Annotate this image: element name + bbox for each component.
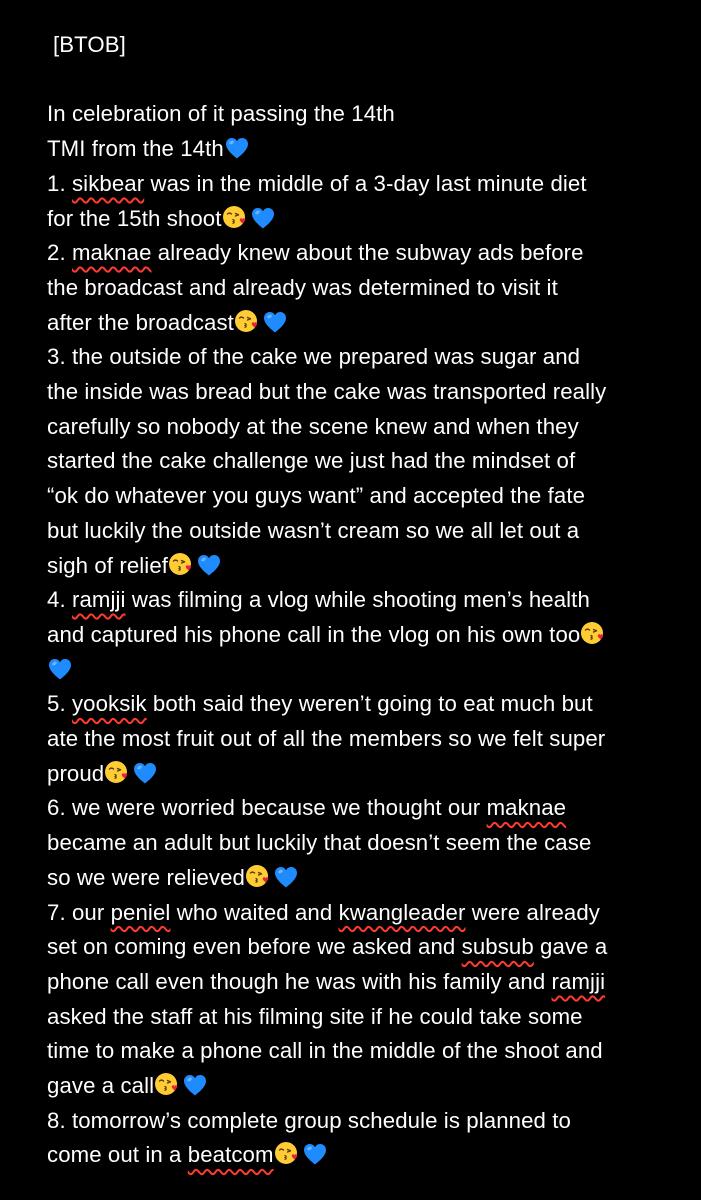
tmi-item-line: come out in a beatcom: [47, 1138, 687, 1173]
tmi-item-line: [47, 653, 687, 688]
spellcheck-word[interactable]: peniel: [110, 899, 171, 925]
blue-heart-icon: [132, 761, 158, 785]
tmi-item-line: 5. yooksik both said they weren’t going to eat much but: [47, 691, 593, 717]
kissing-face-icon: [154, 1071, 180, 1097]
blue-heart-icon: [250, 206, 276, 230]
notes-text-body[interactable]: [47, 28, 687, 1173]
blank-line: [47, 63, 687, 98]
kissing-face-icon: [274, 1140, 300, 1166]
tmi-item-line: time to make a phone call in the middle of the shoot and: [47, 1038, 603, 1064]
kissing-face-icon: [104, 759, 130, 785]
blue-heart-icon: [224, 136, 250, 160]
blue-heart-icon: [302, 1142, 328, 1166]
tmi-item-line: the broadcast and already was determined to visit it: [47, 274, 558, 300]
tmi-item-line: 2. maknae already knew about the subway ads before: [47, 240, 584, 266]
tmi-item-line: for the 15th shoot: [47, 202, 687, 237]
tmi-item-line: “ok do whatever you guys want” and accepted the fate: [47, 483, 586, 509]
spellcheck-word[interactable]: beatcom: [187, 1142, 274, 1168]
intro-line: TMI from the 14th: [47, 132, 687, 167]
spellcheck-word[interactable]: ramjji: [71, 587, 126, 613]
tmi-item-line: set on coming even before we asked and subsub gave a: [47, 934, 608, 960]
tmi-item-line: carefully so nobody at the scene knew and when they: [47, 413, 579, 439]
spellcheck-word[interactable]: maknae: [71, 240, 152, 266]
tmi-item-line: but luckily the outside wasn’t cream so we all let out a: [47, 517, 580, 543]
tmi-item-line: gave a call: [47, 1069, 687, 1104]
tmi-item-line: 7. our peniel who waited and kwangleader were already: [47, 899, 600, 925]
tmi-item-line: started the cake challenge we just had the mindset of: [47, 448, 576, 474]
kissing-face-icon: [580, 620, 606, 646]
blue-heart-icon: [47, 657, 73, 681]
intro-line: In celebration of it passing the 14th: [47, 101, 395, 127]
kissing-face-icon: [222, 204, 248, 230]
spellcheck-word[interactable]: sikbear: [71, 170, 145, 196]
tmi-item-line: 4. ramjji was filming a vlog while shooting men’s health: [47, 587, 590, 613]
tmi-item-line: the inside was bread but the cake was transported really: [47, 379, 607, 405]
tmi-item-line: 8. tomorrow’s complete group schedule is planned to: [47, 1107, 571, 1133]
tmi-item-line: asked the staff at his filming site if he could take some: [47, 1003, 583, 1029]
tmi-item-line: ate the most fruit out of all the members so we felt super: [47, 726, 606, 752]
blue-heart-icon: [262, 310, 288, 334]
kissing-face-icon: [245, 863, 271, 889]
spellcheck-word[interactable]: yooksik: [71, 691, 147, 717]
tmi-item-line: became an adult but luckily that doesn’t seem the case: [47, 830, 592, 856]
kissing-face-icon: [234, 308, 260, 334]
tmi-item-line: sigh of relief: [47, 549, 687, 584]
tmi-item-line: and captured his phone call in the vlog on his own too: [47, 618, 687, 653]
spellcheck-word[interactable]: kwangleader: [338, 899, 466, 925]
tmi-item-line: proud: [47, 757, 687, 792]
spellcheck-word[interactable]: ramjji: [551, 968, 606, 994]
tmi-item-line: after the broadcast: [47, 306, 687, 341]
tmi-item-line: so we were relieved: [47, 861, 687, 896]
tmi-item-line: 1. sikbear was in the middle of a 3-day last minute diet: [47, 170, 587, 196]
header-line: [BTOB]: [53, 32, 126, 57]
blue-heart-icon: [196, 553, 222, 577]
tmi-item-line: 3. the outside of the cake we prepared was sugar and: [47, 344, 581, 370]
kissing-face-icon: [168, 551, 194, 577]
spellcheck-word[interactable]: maknae: [486, 795, 567, 821]
tmi-item-line: phone call even though he was with his family and ramjji: [47, 968, 606, 994]
spellcheck-word[interactable]: subsub: [461, 934, 534, 960]
blue-heart-icon: [182, 1073, 208, 1097]
tmi-item-line: 6. we were worried because we thought our maknae: [47, 795, 567, 821]
blue-heart-icon: [273, 865, 299, 889]
